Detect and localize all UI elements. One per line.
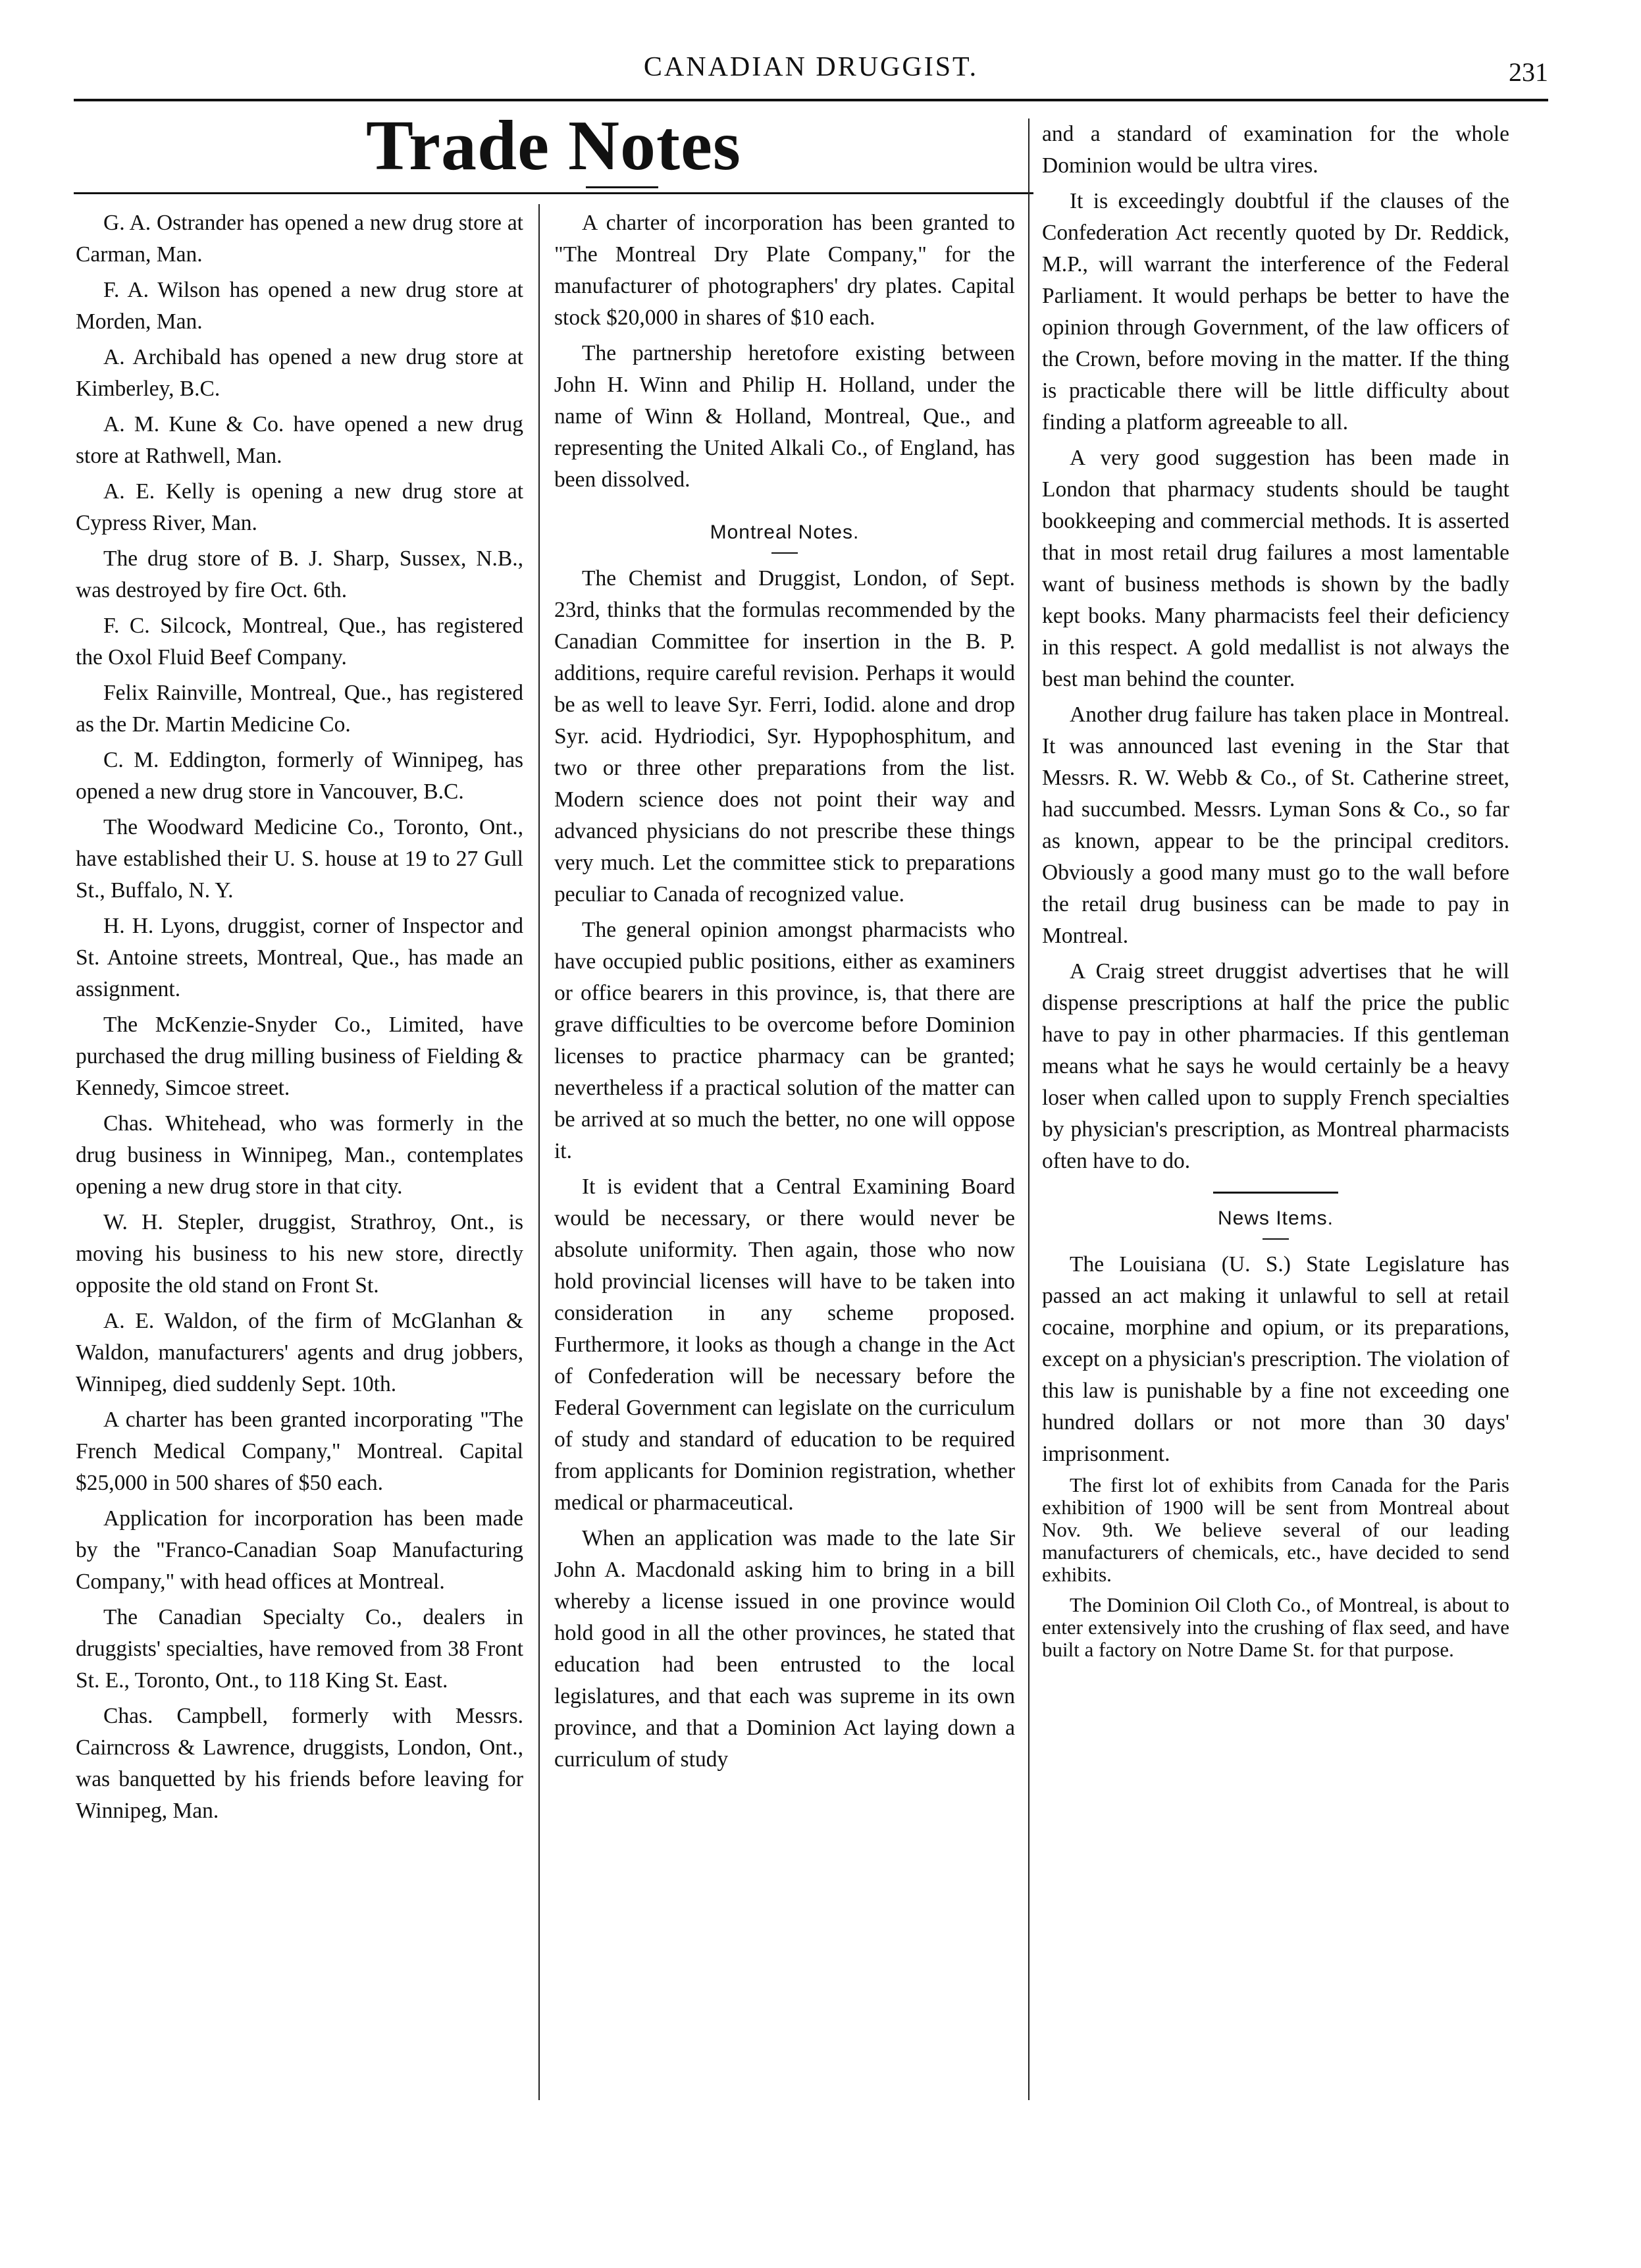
section-title: Trade Notes [366, 107, 741, 185]
header-rule [74, 99, 1548, 101]
montreal-paragraph: A Craig street druggist advertises that he will dispense prescriptions at half the price the public have to pay in other pharmacies. If this gentleman means what he says he would certainly be a heavy loser when called upon to supply French specialties by physician's prescription, as Montreal pharmacists often have to do. [1042, 959, 1509, 1173]
column-rule-right [1028, 119, 1029, 2100]
news-paragraph: F. A. Wilson has opened a new drug store at Morden, Man. [76, 278, 523, 334]
news-paragraph: F. C. Silcock, Montreal, Que., has registered the Oxol Fluid Beef Company. [76, 614, 523, 670]
news-paragraph: A. Archibald has opened a new drug store at Kimberley, B.C. [76, 345, 523, 401]
column-3 [1042, 119, 1509, 1669]
montreal-paragraph: Another drug failure has taken place in Montreal. It was announced last evening in the Star that Messrs. R. W. Webb & Co., of St. Catherine street, had succumbed. Messrs. Lyman Sons & Co., so far as known, appear to be the principal creditors. Obviously a good many must go to the wall before the retail drug business can be made to pay in Montreal. [1042, 702, 1509, 948]
news-paragraph: The McKenzie-Snyder Co., Limited, have purchased the drug milling business of Fielding & Kennedy, Simcoe street. [76, 1013, 523, 1100]
news-item-paragraph: The Louisiana (U. S.) State Legislature has passed an act making it unlawful to sell at retail cocaine, morphine and opium, or its preparations, except on a physician's prescription. The violation of this law is punishable by a fine not exceeding one hundred dollars or not more than 30 days' imprisonment. [1042, 1252, 1509, 1466]
continued-paragraph: and a standard of examination for the whole Dominion would be ultra vires. [1042, 122, 1509, 178]
column-1 [76, 207, 523, 1831]
news-paragraph: A. E. Kelly is opening a new drug store at Cypress River, Man. [76, 479, 523, 535]
montreal-notes-heading: Montreal Notes. [710, 521, 860, 543]
news-paragraph: Felix Rainville, Montreal, Que., has registered as the Dr. Martin Medicine Co. [76, 681, 523, 737]
montreal-paragraph: It is exceedingly doubtful if the clauses of the Confederation Act recently quoted by Dr. Reddick, M.P., will warrant the interference of the Federal Parliament. It would perhaps be better to have the opinion through Government, of the law officers of the Crown, before moving in the matter. If the thing is practicable there will be little difficulty about finding a platform agreeable to all. [1042, 189, 1509, 435]
news-items-block [1042, 1249, 1509, 1661]
montreal-paragraph: A very good suggestion has been made in London that pharmacy students should be taught bookkeeping and commercial methods. It is asserted that in most retail drug failures a most lamentable want of business methods is shown by the badly kept books. Many pharmacists feel their deficiency in this respect. A gold medallist is not always the best man behind the counter. [1042, 446, 1509, 691]
news-item-paragraph: The first lot of exhibits from Canada for the Paris exhibition of 1900 will be sent from Montreal about Nov. 9th. We believe several of our leading manufacturers of chemicals, etc., have decided to send exhibits. [1042, 1473, 1509, 1586]
news-paragraph: Chas. Whitehead, who was formerly in the drug business in Winnipeg, Man., contemplates opening a new drug store in that city. [76, 1111, 523, 1199]
column-2 [554, 207, 1015, 1780]
heading-dash [771, 552, 798, 554]
column-rule-left [538, 204, 540, 2100]
news-paragraph: H. H. Lyons, druggist, corner of Inspector and St. Antoine streets, Montreal, Que., has made an assignment. [76, 914, 523, 1001]
news-paragraph: Chas. Campbell, formerly with Messrs. Cairncross & Lawrence, druggists, London, Ont., was banquetted by his friends before leaving for Winnipeg, Man. [76, 1704, 523, 1823]
heading-dash [1263, 1238, 1289, 1240]
page-number: 231 [1509, 57, 1548, 87]
running-head: CANADIAN DRUGGIST. [643, 52, 979, 82]
news-paragraph: A charter of incorporation has been granted to "The Montreal Dry Plate Company," for the manufacturer of photographers' dry plates. Capital stock $20,000 in shares of $10 each. [554, 211, 1015, 330]
news-paragraph: A. E. Waldon, of the firm of McGlanhan & Waldon, manufacturers' agents and drug jobbers, Winnipeg, died suddenly Sept. 10th. [76, 1309, 523, 1396]
news-paragraph: The Canadian Specialty Co., dealers in druggists' specialties, have removed from 38 Front St. E., Toronto, Ont., to 118 King St. East. [76, 1605, 523, 1693]
montreal-paragraph: It is evident that a Central Examining Board would be necessary, or there would never be absolute uniformity. Then again, those who now hold provincial licenses will have to be taken into consideration in any scheme proposed. Furthermore, it looks as though a change in the Act of Confederation will be necessary before the Federal Government can legislate on the curriculum of study and standard of education to be required from applicants for Dominion registration, whether medical or pharmaceutical. [554, 1174, 1015, 1515]
news-item-paragraph: The Dominion Oil Cloth Co., of Montreal, is about to enter extensively into the crushing of flax seed, and have built a factory on Notre Dame St. for that purpose. [1042, 1593, 1509, 1661]
news-paragraph: A. M. Kune & Co. have opened a new drug store at Rathwell, Man. [76, 412, 523, 468]
section-separator [1213, 1192, 1338, 1194]
news-paragraph: W. H. Stepler, druggist, Strathroy, Ont., is moving his business to his new store, directly opposite the old stand on Front St. [76, 1210, 523, 1298]
news-items-heading: News Items. [1217, 1207, 1334, 1229]
news-paragraph: G. A. Ostrander has opened a new drug store at Carman, Man. [76, 211, 523, 267]
news-paragraph: Application for incorporation has been made by the "Franco-Canadian Soap Manufacturing Company," with head offices at Montreal. [76, 1506, 523, 1594]
news-paragraph: The drug store of B. J. Sharp, Sussex, N.B., was destroyed by fire Oct. 6th. [76, 546, 523, 602]
news-paragraph: A charter has been granted incorporating "The French Medical Company," Montreal. Capital $25,000 in 500 shares of $50 each. [76, 1408, 523, 1495]
montreal-paragraph: The general opinion amongst pharmacists who have occupied public positions, either as examiners or office bearers in this province, is, that there are grave difficulties to be overcome before Dominion licenses to practice pharmacy can be granted; nevertheless if a practical solution of the matter can be arrived at so much the better, no one will oppose it. [554, 918, 1015, 1163]
news-paragraph: The partnership heretofore existing between John H. Winn and Philip H. Holland, under the name of Winn & Holland, Montreal, Que., and representing the United Alkali Co., of England, has been dissolved. [554, 341, 1015, 492]
news-paragraph: The Woodward Medicine Co., Toronto, Ont., have established their U. S. house at 19 to 27 Gull St., Buffalo, N. Y. [76, 815, 523, 903]
title-rule [74, 192, 1033, 194]
page-header [74, 46, 1548, 92]
title-rule-ornament [586, 186, 658, 188]
montreal-paragraph: The Chemist and Druggist, London, of Sept. 23rd, thinks that the formulas recommended by the Canadian Committee for insertion in the B. P. additions, require careful revision. Perhaps it would be as well to leave Syr. Ferri, Iodid. alone and drop Syr. acid. Hydriodici, Syr. Hypophosphitum, and two or three other preparations from the list. Modern science does not point their way and advanced physicians do not prescribe these things very much. Let the committee stick to preparations peculiar to Canada of recognized value. [554, 566, 1015, 907]
montreal-paragraph: When an application was made to the late Sir John A. Macdonald asking him to bring in a bill whereby a license issued in one province would hold good in all the other provinces, he stated that education had been entrusted to the local legislatures, and that each was supreme in its own province, and that a Dominion Act laying down a curriculum of study [554, 1526, 1015, 1772]
news-paragraph: C. M. Eddington, formerly of Winnipeg, has opened a new drug store in Vancouver, B.C. [76, 748, 523, 804]
